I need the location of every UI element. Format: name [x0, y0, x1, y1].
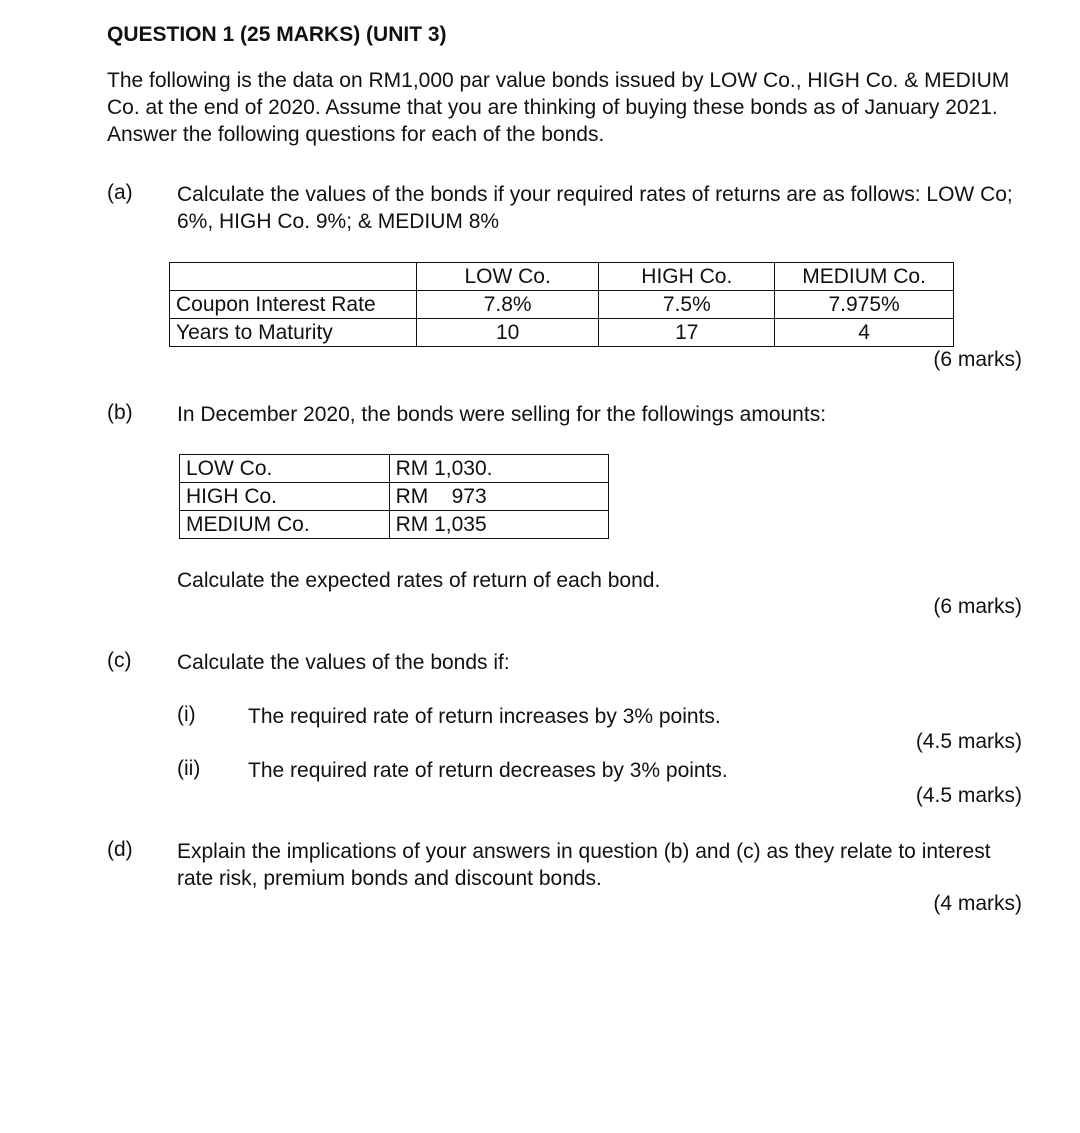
part-c-text: Calculate the values of the bonds if: — [177, 651, 510, 674]
question-title: QUESTION 1 (25 MARKS) (UNIT 3) — [107, 23, 447, 46]
part-d-label: (d) — [107, 838, 133, 861]
part-c-label: (c) — [107, 649, 132, 672]
bond-data-table — [169, 262, 954, 347]
table-cell: 4 — [775, 319, 954, 347]
table-cell: 17 — [599, 319, 775, 347]
table-cell: RM 1,030. — [389, 455, 608, 483]
part-d-marks: (4 marks) — [933, 892, 1022, 915]
table-header-cell: LOW Co. — [416, 263, 599, 291]
table-cell: Coupon Interest Rate — [170, 291, 417, 319]
table-header-cell: MEDIUM Co. — [775, 263, 954, 291]
table-row — [170, 319, 954, 347]
table-cell: RM 1,035 — [389, 511, 608, 539]
part-c-ii-marks: (4.5 marks) — [915, 784, 1022, 807]
part-a-marks: (6 marks) — [933, 348, 1022, 371]
table-cell: MEDIUM Co. — [180, 511, 390, 539]
intro-paragraph: The following is the data on RM1,000 par value bonds issued by LOW Co., HIGH Co. & MEDIUM Co. at the end of 2020. Assume that you are thinking of buying these bonds as of January 2021. Answer the following questions for each of the bonds. — [107, 69, 1010, 146]
part-b-text: In December 2020, the bonds were selling for the followings amounts: — [177, 403, 827, 426]
table-row — [180, 511, 609, 539]
table-header-row — [170, 263, 954, 291]
table-header-cell — [170, 263, 417, 291]
table-header-cell: HIGH Co. — [599, 263, 775, 291]
bond-price-table — [179, 454, 609, 539]
table-cell: 7.8% — [416, 291, 599, 319]
table-row — [180, 455, 609, 483]
part-c-i-text: The required rate of return increases by 3% points. — [248, 705, 721, 728]
part-c-ii-label: (ii) — [177, 757, 201, 780]
part-b-question: Calculate the expected rates of return of each bond. — [177, 569, 661, 592]
part-c-i-label: (i) — [177, 703, 196, 726]
table-row — [180, 483, 609, 511]
part-c-ii-text: The required rate of return decreases by 3% points. — [248, 759, 728, 782]
table-row — [170, 291, 954, 319]
part-b-marks: (6 marks) — [933, 595, 1022, 618]
table-cell: 7.975% — [775, 291, 954, 319]
table-cell: 7.5% — [599, 291, 775, 319]
table-cell: RM 973 — [389, 483, 608, 511]
part-c-i-marks: (4.5 marks) — [915, 730, 1022, 753]
part-a-label: (a) — [107, 181, 133, 204]
table-cell: LOW Co. — [180, 455, 390, 483]
table-cell: HIGH Co. — [180, 483, 390, 511]
part-b-label: (b) — [107, 401, 133, 424]
table-cell: 10 — [416, 319, 599, 347]
part-a-text: Calculate the values of the bonds if your required rates of returns are as follows: LOW Co; 6%, HIGH Co. 9%; & MEDIUM 8% — [177, 183, 1013, 233]
part-d-text: Explain the implications of your answers in question (b) and (c) as they relate to interest rate risk, premium bonds and discount bonds. — [177, 840, 991, 890]
table-cell: Years to Maturity — [170, 319, 417, 347]
